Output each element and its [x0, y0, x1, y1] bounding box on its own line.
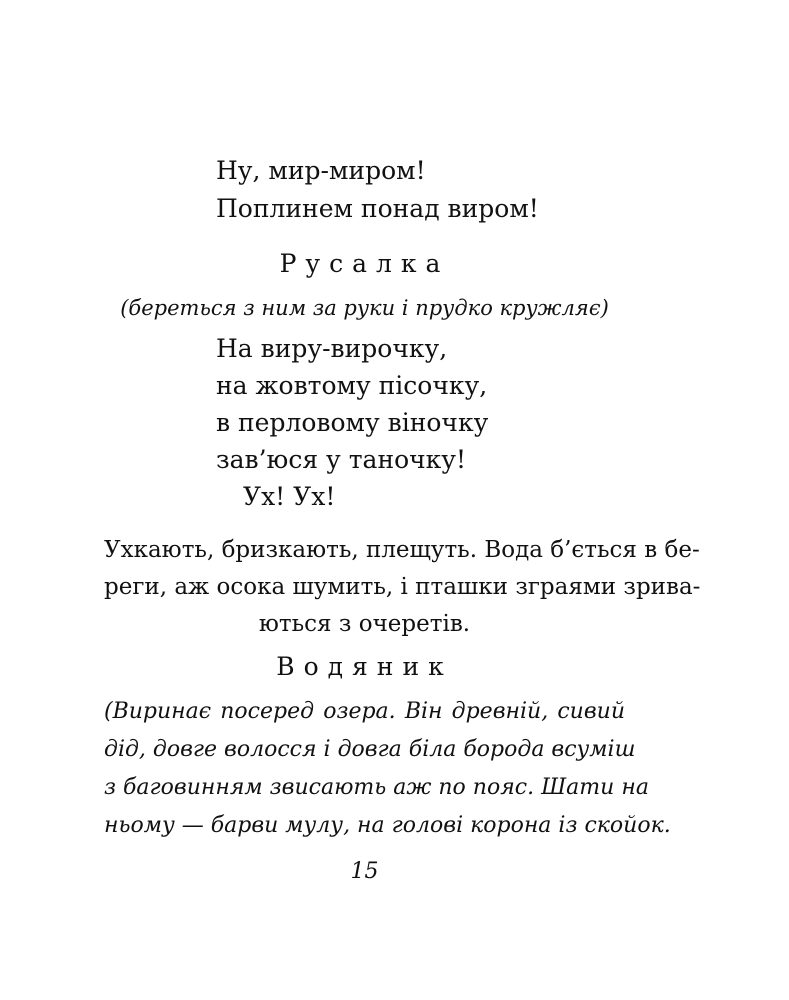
- paragraph-line: реги, аж осока шумить, і пташки зграями зрива-: [104, 574, 701, 600]
- verse-line: зав’юся у таночку!: [216, 445, 467, 474]
- verse-line: Поплинем понад виром!: [216, 194, 539, 223]
- verse-line: На виру-вирочку,: [216, 334, 448, 363]
- stage-direction-line: (Виринає посеред озера. Він древній, сивий: [104, 699, 625, 724]
- verse-line: на жовтому пісочку,: [216, 371, 488, 400]
- stage-direction-line: дід, довге волосся і довга біла борода всуміш: [104, 737, 636, 762]
- stage-direction-line: з баговинням звисають аж по пояс. Шати на: [104, 775, 649, 800]
- page-number: 15: [350, 859, 379, 884]
- verse-line: Ух! Ух!: [243, 482, 336, 511]
- paragraph-line: Ухкають, бризкають, плещуть. Вода б’ється в бе-: [104, 537, 700, 563]
- verse-line: в перловому віночку: [216, 408, 489, 437]
- verse-line: Ну, мир-миром!: [216, 156, 426, 185]
- stage-direction: (береться з ним за руки і прудко кружляє): [120, 296, 609, 320]
- speaker-name: Русалка: [279, 249, 450, 278]
- paragraph-line: ються з очеретів.: [258, 611, 471, 637]
- speaker-name: Водяник: [276, 652, 453, 681]
- stage-direction-line: ньому — барви мулу, на голові корона із скойок.: [104, 813, 671, 838]
